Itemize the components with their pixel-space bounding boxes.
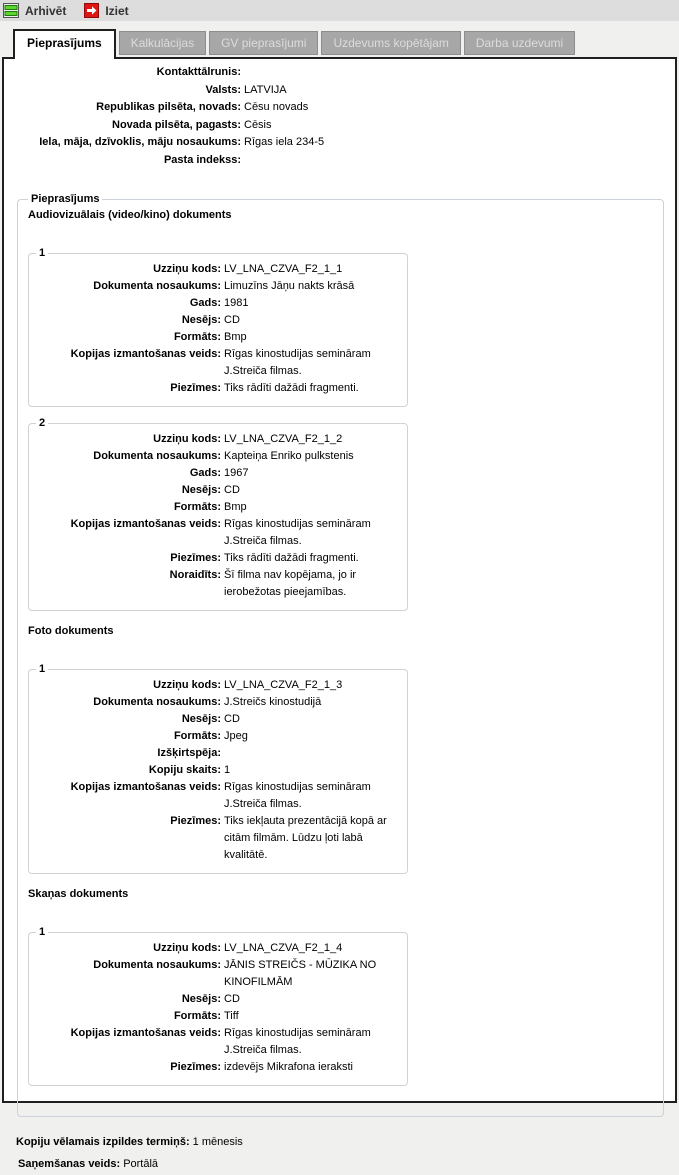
field-value: Tiks iekļauta prezentācijā kopā ar citām filmām. Lūdzu ļoti labā kvalitātē.: [224, 815, 387, 861]
field-label: Formāts:: [173, 501, 221, 513]
request-fieldset: [17, 193, 664, 1117]
tab-pieprasijums[interactable]: Pieprasījums: [13, 29, 116, 59]
footer-fields: [8, 1117, 671, 1175]
field-label: Piezīmes:: [170, 815, 221, 827]
field-value: Bmp: [224, 331, 247, 343]
field-label: Republikas pilsēta, novads:: [96, 101, 241, 113]
document-box: [28, 247, 408, 407]
field-value: LV_LNA_CZVA_F2_1_3: [224, 679, 343, 691]
field-label: Piezīmes:: [170, 552, 221, 564]
field-value: Cēsis: [244, 118, 272, 131]
group-heading-foto: Foto dokuments: [28, 625, 114, 637]
field-label: Kopijas izmantošanas veids:: [70, 518, 221, 530]
archive-button-label: Arhivēt: [25, 3, 67, 18]
contact-form: [8, 64, 671, 169]
field-label: Dokumenta nosaukums:: [93, 696, 221, 708]
archive-button[interactable]: [3, 3, 66, 18]
tab-strip: [0, 21, 679, 57]
field-value: [244, 64, 671, 82]
field-value: Tiks rādīti dažādi fragmenti.: [224, 382, 359, 394]
field-label: Piezīmes:: [170, 1061, 221, 1073]
field-label: Nesējs:: [181, 713, 221, 725]
exit-button[interactable]: [84, 3, 128, 18]
field-label: Izšķirtspēja:: [157, 747, 221, 759]
document-number: 1: [39, 663, 46, 675]
field-label: Novada pilsēta, pagasts:: [112, 118, 241, 131]
field-label: Noraidīts:: [169, 569, 221, 581]
tab-uzdevums-kopetajam[interactable]: Uzdevums kopētājam: [321, 31, 460, 55]
field-value: CD: [224, 713, 240, 725]
field-label: Dokumenta nosaukums:: [93, 450, 221, 462]
field-value: LATVIJA: [244, 83, 287, 96]
field-value: 1: [224, 764, 231, 776]
field-label: Dokumenta nosaukums:: [93, 280, 221, 292]
document-number: 1: [39, 926, 46, 938]
field-label: Uzziņu kods:: [153, 433, 221, 445]
field-label: Formāts:: [173, 1010, 221, 1022]
document-box: [28, 926, 408, 1086]
field-label: Dokumenta nosaukums:: [93, 959, 221, 971]
tab-darba-uzdevumi[interactable]: Darba uzdevumi: [464, 31, 575, 55]
field-value: 1981: [224, 297, 249, 309]
field-label: Pasta indekss:: [163, 153, 241, 166]
field-value: Rīgas kinostudijas semināram J.Streiča filmas.: [224, 1027, 371, 1056]
field-value: Kapteiņa Enriko pulkstenis: [224, 450, 354, 462]
field-value: Tiff: [224, 1010, 239, 1022]
field-value: CD: [224, 484, 240, 496]
request-fieldset-legend: Pieprasījums: [31, 193, 100, 205]
field-value: Limuzīns Jāņu nakts krāsā: [224, 280, 355, 292]
field-value: JĀNIS STREIČS - MŪZIKA NO KINOFILMĀM: [224, 959, 377, 988]
field-label: Kopiju skaits:: [148, 764, 221, 776]
field-value: Rīgas iela 234-5: [244, 136, 325, 148]
field-label: Nesējs:: [181, 484, 221, 496]
field-label: Gads:: [189, 467, 221, 479]
field-label: Iela, māja, dzīvoklis, māju nosaukums:: [39, 136, 241, 148]
document-box: [28, 663, 408, 874]
field-value: CD: [224, 314, 240, 326]
tab-kalkulacijas[interactable]: Kalkulācijas: [119, 31, 206, 55]
field-value: LV_LNA_CZVA_F2_1_2: [224, 433, 343, 445]
field-value: Šī filma nav kopējama, jo ir ierobežotas pieejamības.: [224, 569, 357, 598]
field-label: Uzziņu kods:: [153, 263, 221, 275]
field-label: Kopiju vēlamais izpildes termiņš:: [16, 1136, 190, 1148]
field-label: Nesējs:: [181, 314, 221, 326]
field-value: izdevējs Mikrafona ieraksti: [224, 1061, 353, 1073]
field-label: Uzziņu kods:: [153, 942, 221, 954]
field-value: Jpeg: [224, 730, 248, 742]
archive-icon: [3, 3, 19, 18]
field-value: Rīgas kinostudijas semināram J.Streiča filmas.: [224, 781, 371, 810]
field-value: LV_LNA_CZVA_F2_1_1: [224, 263, 343, 275]
field-value: 1 mēnesis: [192, 1136, 243, 1148]
field-value: LV_LNA_CZVA_F2_1_4: [224, 942, 343, 954]
field-label: Formāts:: [173, 331, 221, 343]
field-label: Kopijas izmantošanas veids:: [70, 1027, 221, 1039]
field-value: Tiks rādīti dažādi fragmenti.: [224, 552, 359, 564]
field-label: Nesējs:: [181, 993, 221, 1005]
field-value: J.Streičs kinostudijā: [224, 696, 322, 708]
field-value: [244, 152, 671, 170]
document-number: 2: [39, 417, 46, 429]
field-value: CD: [224, 993, 240, 1005]
field-label: Kopijas izmantošanas veids:: [70, 781, 221, 793]
field-label: Formāts:: [173, 730, 221, 742]
field-value: Portālā: [123, 1158, 159, 1170]
field-label: Saņemšanas veids:: [18, 1158, 121, 1170]
document-number: 1: [39, 247, 46, 259]
field-label: Uzziņu kods:: [153, 679, 221, 691]
field-value: Rīgas kinostudijas semināram J.Streiča filmas.: [224, 348, 371, 377]
group-heading-audiovisual: Audiovizuālais (video/kino) dokuments: [28, 209, 232, 221]
field-label: Gads:: [189, 297, 221, 309]
field-value: Cēsu novads: [244, 101, 309, 113]
group-heading-skanas: Skaņas dokuments: [28, 888, 129, 900]
field-value: Rīgas kinostudijas semināram J.Streiča filmas.: [224, 518, 371, 547]
field-value: 1967: [224, 467, 249, 479]
field-label: Valsts:: [205, 83, 241, 96]
exit-button-label: Iziet: [105, 3, 129, 18]
toolbar: [0, 0, 679, 21]
request-panel: [2, 57, 677, 1170]
field-label: Kontakttālrunis:: [156, 66, 241, 78]
field-value: [224, 745, 402, 762]
document-box: [28, 417, 408, 611]
field-label: Piezīmes:: [170, 382, 221, 394]
field-label: Kopijas izmantošanas veids:: [70, 348, 221, 360]
exit-icon: [84, 3, 99, 18]
field-value: Bmp: [224, 501, 247, 513]
tab-gv-pieprasijumi[interactable]: GV pieprasījumi: [209, 31, 318, 55]
